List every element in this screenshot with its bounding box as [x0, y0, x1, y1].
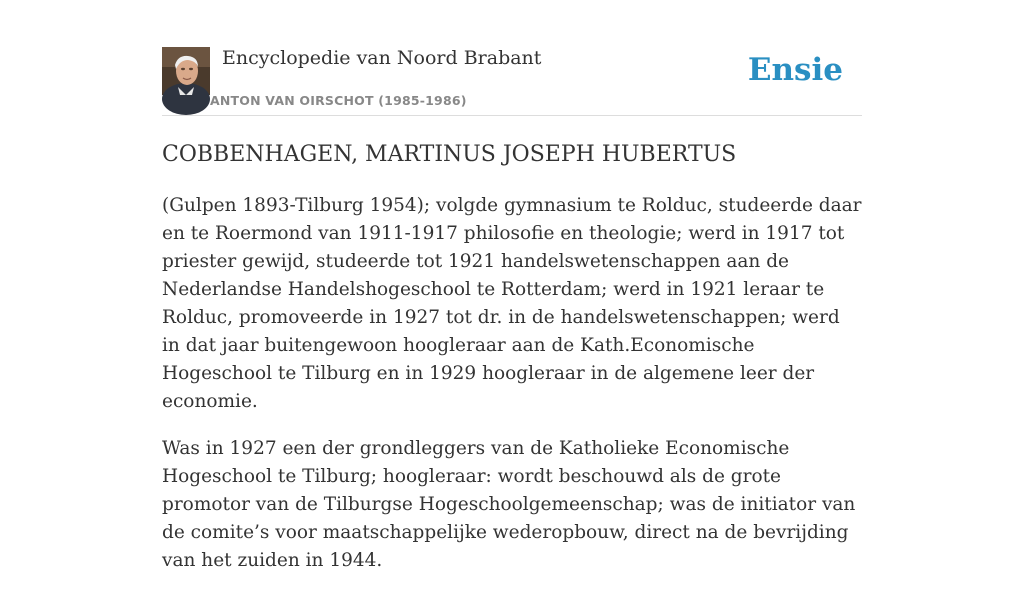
- header: [162, 0, 862, 116]
- page: [162, 0, 862, 571]
- entry-paragraph: Was in 1927 een der grondleggers van de Katholieke Economische Hogeschool te Tilburg; hoogleraar: wordt beschouwd als de grote promotor van de Tilburgse Hogeschoolgemeenschap; was de initiator van de comite’s voor maatschappelijke wederopbouw, direct na de bevrijding van het zuiden in 1944.: [162, 438, 856, 571]
- author-avatar[interactable]: [162, 47, 210, 95]
- portrait-image: [162, 47, 210, 95]
- ensie-logo[interactable]: Ensie: [747, 52, 843, 88]
- entry-body: [162, 192, 862, 594]
- book-title-link[interactable]: Encyclopedie van Noord Brabant: [222, 47, 542, 69]
- entry-paragraph: (Gulpen 1893-Tilburg 1954); volgde gymnasium te Rolduc, studeerde daar en te Roermond van 1911-1917 philosofie en theologie; werd in 1917 tot priester gewijd, studeerde tot 1921 handelswetenschappen aan de Nederlandse Handelshogeschool te Rotterdam; werd in 1921 leraar te Rolduc, promoveerde in 1927 tot dr. in de handelswetenschappen; werd in dat jaar buitengewoon hoogleraar aan de Kath.Economische Hogeschool te Tilburg en in 1929 hoogleraar in de algemene leer der economie.: [162, 195, 862, 412]
- entry-title: COBBENHAGEN, MARTINUS JOSEPH HUBERTUS: [162, 142, 737, 167]
- author-name-link[interactable]: ANTON VAN OIRSCHOT (1985-1986): [210, 93, 467, 108]
